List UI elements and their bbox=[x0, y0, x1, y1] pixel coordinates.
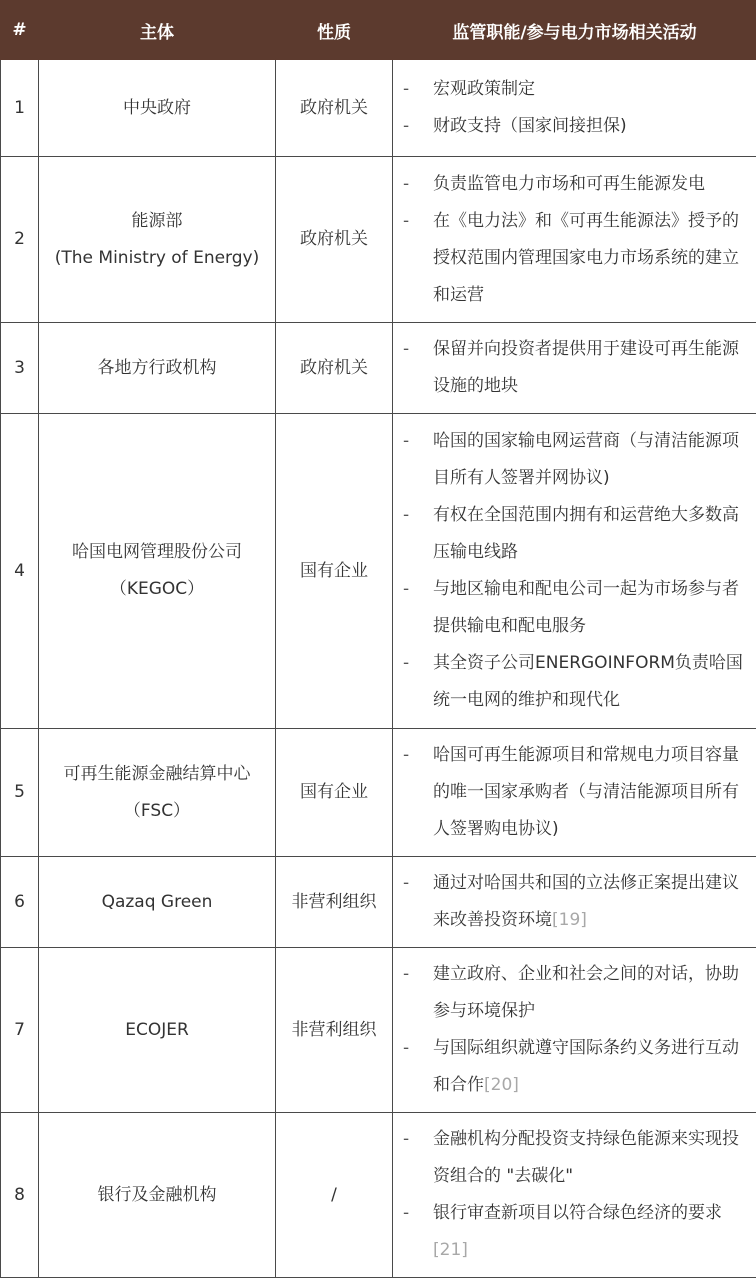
function-text bbox=[433, 166, 750, 203]
dash-bullet-icon: - bbox=[403, 339, 410, 359]
dash-bullet-icon: - bbox=[403, 745, 410, 765]
dash-bullet-icon: - bbox=[403, 653, 410, 673]
table-row bbox=[1, 323, 756, 414]
entity-name-line: 哈国电网管理股份公司 bbox=[72, 542, 242, 562]
function-text-body: 其全资子公司ENERGOINFORM负责哈国统一电网的维护和现代化 bbox=[433, 653, 743, 710]
table-row bbox=[1, 1113, 756, 1278]
header-entity: 主体 bbox=[39, 1, 276, 60]
function-bullet bbox=[403, 497, 750, 571]
function-bullet bbox=[403, 71, 750, 108]
functions-cell bbox=[393, 729, 756, 857]
nature-cell: 国有企业 bbox=[276, 414, 393, 729]
entity-cell bbox=[39, 414, 276, 729]
function-bullet bbox=[403, 737, 750, 848]
function-text bbox=[433, 331, 750, 405]
function-bullet bbox=[403, 331, 750, 405]
entity-name-line: 中央政府 bbox=[123, 97, 191, 118]
nature-cell: 国有企业 bbox=[276, 729, 393, 857]
functions-cell bbox=[393, 948, 756, 1113]
function-text-body: 保留并向投资者提供用于建设可再生能源设施的地块 bbox=[433, 339, 739, 396]
function-text bbox=[433, 1195, 750, 1269]
row-number: 5 bbox=[1, 729, 39, 857]
entity-cell bbox=[39, 1113, 276, 1278]
row-number: 7 bbox=[1, 948, 39, 1113]
row-number: 3 bbox=[1, 323, 39, 414]
function-text-body: 银行审查新项目以符合绿色经济的要求 bbox=[433, 1203, 722, 1223]
table-row bbox=[1, 857, 756, 948]
header-num: # bbox=[1, 1, 39, 60]
function-text-body: 哈国可再生能源项目和常规电力项目容量的唯一国家承购者（与清洁能源项目所有人签署购电协议) bbox=[433, 745, 739, 839]
function-text-body: 哈国的国家输电网运营商（与清洁能源项目所有人签署并网协议) bbox=[433, 431, 739, 488]
function-text-body: 宏观政策制定 bbox=[433, 79, 535, 99]
function-text-body: 财政支持（国家间接担保) bbox=[433, 116, 627, 136]
function-bullet bbox=[403, 1195, 750, 1269]
dash-bullet-icon: - bbox=[403, 79, 410, 99]
dash-bullet-icon: - bbox=[403, 1203, 410, 1223]
function-text bbox=[433, 1121, 750, 1195]
header-row bbox=[1, 1, 756, 60]
function-bullet bbox=[403, 645, 750, 719]
function-text-body: 与国际组织就遵守国际条约义务进行互动和合作 bbox=[433, 1038, 739, 1095]
reference-link[interactable]: [21] bbox=[433, 1240, 468, 1260]
dash-bullet-icon: - bbox=[403, 579, 410, 599]
entity-name-line: （FSC） bbox=[123, 800, 191, 821]
functions-cell bbox=[393, 157, 756, 323]
function-bullet bbox=[403, 571, 750, 645]
entity-name-line: ECOJER bbox=[125, 1019, 189, 1040]
dash-bullet-icon: - bbox=[403, 116, 410, 136]
function-bullet bbox=[403, 423, 750, 497]
dash-bullet-icon: - bbox=[403, 873, 410, 893]
functions-cell bbox=[393, 323, 756, 414]
entity-cell bbox=[39, 729, 276, 857]
entity-cell bbox=[39, 157, 276, 323]
table-row bbox=[1, 414, 756, 729]
function-text-body: 通过对哈国共和国的立法修正案提出建议来改善投资环境 bbox=[433, 873, 739, 930]
entity-cell bbox=[39, 857, 276, 948]
function-bullet bbox=[403, 203, 750, 314]
functions-cell bbox=[393, 1113, 756, 1278]
table-row bbox=[1, 157, 756, 323]
function-text-body: 与地区输电和配电公司一起为市场参与者提供输电和配电服务 bbox=[433, 579, 739, 636]
function-text bbox=[433, 1030, 750, 1104]
entity-name-line: 各地方行政机构 bbox=[97, 357, 217, 378]
dash-bullet-icon: - bbox=[403, 173, 410, 194]
entity-name-line: (The Ministry of Energy) bbox=[54, 247, 260, 268]
header-nature: 性质 bbox=[276, 1, 393, 60]
entity-cell bbox=[39, 323, 276, 414]
dash-bullet-icon: - bbox=[403, 210, 410, 231]
nature-cell: 政府机关 bbox=[276, 157, 393, 323]
function-bullet bbox=[403, 166, 750, 203]
function-text bbox=[433, 108, 750, 145]
function-bullet bbox=[403, 865, 750, 939]
dash-bullet-icon: - bbox=[403, 431, 410, 451]
function-bullet bbox=[403, 956, 750, 1030]
dash-bullet-icon: - bbox=[403, 1038, 410, 1058]
row-number: 2 bbox=[1, 157, 39, 323]
function-text bbox=[433, 203, 750, 314]
entity-name-line: （KEGOC） bbox=[109, 579, 205, 599]
entity-name-line: 可再生能源金融结算中心 bbox=[63, 763, 251, 784]
row-number: 8 bbox=[1, 1113, 39, 1278]
function-text bbox=[433, 71, 750, 108]
table-row bbox=[1, 948, 756, 1113]
function-text bbox=[433, 571, 750, 645]
function-text bbox=[433, 645, 750, 719]
row-number: 4 bbox=[1, 414, 39, 729]
row-number: 1 bbox=[1, 60, 39, 157]
row-number: 6 bbox=[1, 857, 39, 948]
nature-cell: / bbox=[276, 1113, 393, 1278]
table-row bbox=[1, 729, 756, 857]
entity-name-line: Qazaq Green bbox=[101, 891, 213, 912]
function-text-body: 金融机构分配投资支持绿色能源来实现投资组合的 "去碳化" bbox=[433, 1129, 739, 1186]
header-functions: 监管职能/参与电力市场相关活动 bbox=[393, 1, 756, 60]
functions-cell bbox=[393, 857, 756, 948]
function-bullet bbox=[403, 1030, 750, 1104]
entity-cell bbox=[39, 948, 276, 1113]
function-text-body: 建立政府、企业和社会之间的对话，协助参与环境保护 bbox=[433, 964, 739, 1021]
dash-bullet-icon: - bbox=[403, 964, 410, 984]
function-text bbox=[433, 956, 750, 1030]
entity-name-line: 银行及金融机构 bbox=[97, 1184, 217, 1205]
nature-cell: 非营利组织 bbox=[276, 857, 393, 948]
functions-cell bbox=[393, 60, 756, 157]
nature-cell: 非营利组织 bbox=[276, 948, 393, 1113]
entity-name-line: 能源部 bbox=[131, 210, 183, 231]
reference-link[interactable]: [20] bbox=[484, 1075, 519, 1095]
functions-cell bbox=[393, 414, 756, 729]
reference-link[interactable]: [19] bbox=[552, 910, 587, 930]
entity-cell bbox=[39, 60, 276, 157]
function-text-body: 有权在全国范围内拥有和运营绝大多数高压输电线路 bbox=[433, 505, 739, 562]
function-text-body: 负责监管电力市场和可再生能源发电 bbox=[433, 173, 705, 194]
nature-cell: 政府机关 bbox=[276, 323, 393, 414]
function-text bbox=[433, 865, 750, 939]
table-row bbox=[1, 60, 756, 157]
nature-cell: 政府机关 bbox=[276, 60, 393, 157]
function-text bbox=[433, 737, 750, 848]
function-bullet bbox=[403, 1121, 750, 1195]
function-text-body: 在《电力法》和《可再生能源法》授予的授权范围内管理国家电力市场系统的建立和运营 bbox=[433, 210, 739, 305]
function-text bbox=[433, 497, 750, 571]
dash-bullet-icon: - bbox=[403, 505, 410, 525]
function-text bbox=[433, 423, 750, 497]
dash-bullet-icon: - bbox=[403, 1129, 410, 1149]
function-bullet bbox=[403, 108, 750, 145]
